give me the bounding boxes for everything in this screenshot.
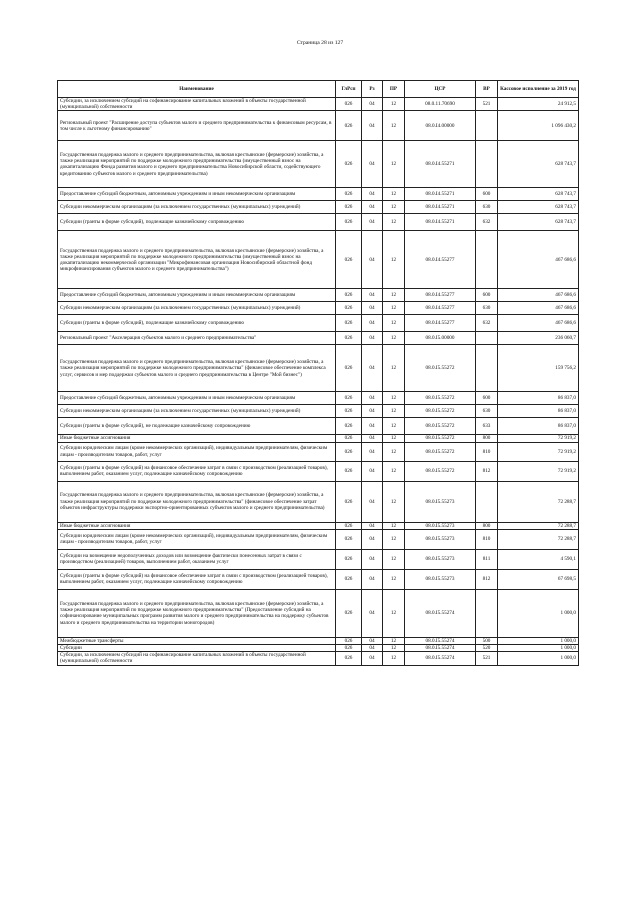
table-row <box>58 214 579 231</box>
cell-amount: 72 288,7 <box>498 529 579 549</box>
cell-name: Региональный проект "Расширение доступа субъектов малого и среднего предпринимательства к финансовым ресурсам, в том числе к льготному финансированию" <box>58 111 336 141</box>
cell-pr: 12 <box>383 569 405 589</box>
cell-vr: 500 <box>476 637 498 644</box>
cell-rz: 04 <box>362 637 383 644</box>
cell-pr: 12 <box>383 435 405 442</box>
cell-name: Предоставление субсидий бюджетным, автономным учреждениям и иным некоммерческим организациям <box>58 188 336 201</box>
cell-vr <box>476 481 498 522</box>
cell-csr: 08.0.I5.55272 <box>405 418 476 435</box>
cell-grp: 026 <box>336 231 362 289</box>
cell-amount: 628 743,7 <box>498 141 579 188</box>
cell-grp: 026 <box>336 589 362 637</box>
table-row <box>58 461 579 481</box>
cell-pr: 12 <box>383 529 405 549</box>
table-row <box>58 637 579 644</box>
cell-rz: 04 <box>362 315 383 332</box>
cell-pr: 12 <box>383 111 405 141</box>
cell-name: Субсидии на возмещение недополученных доходов или возмещение фактически понесенных затрат в связи с производством (реализацией) товаров, выполнением работ, оказанием услуг <box>58 549 336 569</box>
cell-rz: 04 <box>362 522 383 529</box>
cell-grp: 026 <box>336 435 362 442</box>
cell-amount: 72 919,2 <box>498 461 579 481</box>
cell-csr: 08.0.I4.00000 <box>405 111 476 141</box>
cell-csr: 08.0.I5.55274 <box>405 645 476 652</box>
table-row <box>58 98 579 111</box>
cell-amount: 236 060,7 <box>498 332 579 345</box>
cell-grp: 026 <box>336 645 362 652</box>
cell-vr: 812 <box>476 569 498 589</box>
cell-vr: 600 <box>476 392 498 405</box>
cell-name: Субсидии, за исключением субсидий на софинансирование капитальных вложений в объекты государственной (муниципальной) собственности <box>58 652 336 665</box>
cell-amount: 4 590,1 <box>498 549 579 569</box>
cell-name: Субсидии некоммерческим организациям (за исключением государственных (муниципальных) учреждений) <box>58 405 336 418</box>
table-row <box>58 315 579 332</box>
cell-vr: 811 <box>476 549 498 569</box>
cell-rz: 04 <box>362 461 383 481</box>
cell-vr <box>476 231 498 289</box>
cell-vr <box>476 141 498 188</box>
cell-grp: 026 <box>336 141 362 188</box>
cell-grp: 026 <box>336 461 362 481</box>
header-name: Наименование <box>58 81 336 98</box>
cell-grp: 026 <box>336 315 362 332</box>
cell-grp: 026 <box>336 481 362 522</box>
cell-vr: 810 <box>476 442 498 461</box>
table-row <box>58 111 579 141</box>
cell-pr: 12 <box>383 589 405 637</box>
cell-rz: 04 <box>362 435 383 442</box>
table-row <box>58 645 579 652</box>
table-row <box>58 435 579 442</box>
cell-pr: 12 <box>383 214 405 231</box>
cell-rz: 04 <box>362 98 383 111</box>
cell-csr: 08.0.I4.55271 <box>405 201 476 214</box>
cell-csr: 08.0.I4.55271 <box>405 188 476 201</box>
cell-amount: 628 743,7 <box>498 188 579 201</box>
cell-vr: 812 <box>476 461 498 481</box>
cell-vr: 630 <box>476 405 498 418</box>
cell-vr <box>476 589 498 637</box>
cell-pr: 12 <box>383 637 405 644</box>
table-row <box>58 332 579 345</box>
cell-pr: 12 <box>383 98 405 111</box>
cell-grp: 026 <box>336 188 362 201</box>
budget-execution-table <box>57 80 579 666</box>
table-row <box>58 652 579 665</box>
cell-name: Государственная поддержка малого и среднего предпринимательства, включая крестьянские (фермерские) хозяйства, а также реализация мероприятий по поддержке молодежного предпринимательства" (Предоставление субсидий на софинансирование муниципальных программ развития малого и среднего предпринимательства на поддержку субъектов малого и среднего предпринимательства на территории моногородов) <box>58 589 336 637</box>
cell-vr <box>476 111 498 141</box>
cell-vr: 630 <box>476 201 498 214</box>
cell-grp: 026 <box>336 332 362 345</box>
cell-grp: 026 <box>336 302 362 315</box>
cell-vr: 600 <box>476 188 498 201</box>
cell-rz: 04 <box>362 332 383 345</box>
cell-name: Субсидии юридическим лицам (кроме некоммерческих организаций), индивидуальным предпринимателям, физическим лицам - производителям товаров, работ, услуг <box>58 529 336 549</box>
cell-name: Субсидии (гранты в форме субсидий) на финансовое обеспечение затрат в связи с производством (реализацией товаров), выполнением работ, оказанием услуг, подлежащие казначейскому сопровождению <box>58 569 336 589</box>
cell-vr: 630 <box>476 302 498 315</box>
table-row <box>58 188 579 201</box>
cell-name: Региональный проект "Акселерация субъектов малого и среднего предпринимательства" <box>58 332 336 345</box>
cell-rz: 04 <box>362 188 383 201</box>
header-grp: ГлРсп <box>336 81 362 98</box>
header-csr: ЦСР <box>405 81 476 98</box>
cell-csr: 08.0.11.70690 <box>405 98 476 111</box>
cell-amount: 467 686,6 <box>498 315 579 332</box>
cell-name: Предоставление субсидий бюджетным, автономным учреждениям и иным некоммерческим организациям <box>58 392 336 405</box>
cell-grp: 026 <box>336 637 362 644</box>
cell-grp: 026 <box>336 549 362 569</box>
cell-grp: 026 <box>336 345 362 392</box>
cell-amount: 86 837,0 <box>498 405 579 418</box>
cell-amount: 467 686,6 <box>498 289 579 302</box>
cell-name: Государственная поддержка малого и среднего предпринимательства, включая крестьянские (фермерские) хозяйства, а также реализация мероприятий по поддержке молодежного предпринимательства" (финансовое обеспечение затрат объектов инфраструктуры поддержки экспортно-ориентированных субъектов малого и среднего предпринимательства) <box>58 481 336 522</box>
cell-csr: 08.0.I5.55273 <box>405 529 476 549</box>
cell-vr: 800 <box>476 435 498 442</box>
cell-grp: 026 <box>336 522 362 529</box>
header-amount: Кассовое исполнение за 2019 год <box>498 81 579 98</box>
cell-grp: 026 <box>336 111 362 141</box>
cell-pr: 12 <box>383 302 405 315</box>
table-row <box>58 289 579 302</box>
cell-name: Межбюджетные трансферты <box>58 637 336 644</box>
cell-rz: 04 <box>362 392 383 405</box>
table-body <box>58 98 579 666</box>
cell-amount: 628 743,7 <box>498 214 579 231</box>
table-row <box>58 345 579 392</box>
cell-csr: 08.0.I5.55274 <box>405 637 476 644</box>
cell-amount: 67 698,5 <box>498 569 579 589</box>
cell-grp: 026 <box>336 529 362 549</box>
cell-vr: 632 <box>476 214 498 231</box>
cell-csr: 08.0.I4.55277 <box>405 302 476 315</box>
table-row <box>58 522 579 529</box>
cell-rz: 04 <box>362 645 383 652</box>
cell-rz: 04 <box>362 529 383 549</box>
table-row <box>58 442 579 461</box>
cell-grp: 026 <box>336 652 362 665</box>
cell-vr: 520 <box>476 645 498 652</box>
table-header-row <box>58 81 579 98</box>
cell-pr: 12 <box>383 418 405 435</box>
cell-pr: 12 <box>383 405 405 418</box>
cell-name: Субсидии юридическим лицам (кроме некоммерческих организаций), индивидуальным предпринимателям, физическим лицам - производителям товаров, работ, услуг <box>58 442 336 461</box>
cell-rz: 04 <box>362 418 383 435</box>
cell-pr: 12 <box>383 315 405 332</box>
cell-name: Предоставление субсидий бюджетным, автономным учреждениям и иным некоммерческим организациям <box>58 289 336 302</box>
cell-amount: 72 919,2 <box>498 435 579 442</box>
cell-rz: 04 <box>362 302 383 315</box>
table-row <box>58 302 579 315</box>
cell-rz: 04 <box>362 652 383 665</box>
cell-grp: 026 <box>336 392 362 405</box>
cell-grp: 026 <box>336 405 362 418</box>
cell-amount: 1 000,0 <box>498 637 579 644</box>
cell-csr: 08.0.I5.55272 <box>405 461 476 481</box>
cell-amount: 24 912,5 <box>498 98 579 111</box>
cell-csr: 08.0.I4.55271 <box>405 141 476 188</box>
cell-csr: 08.0.I5.00000 <box>405 332 476 345</box>
table-row <box>58 231 579 289</box>
cell-rz: 04 <box>362 214 383 231</box>
cell-csr: 08.0.I4.55277 <box>405 231 476 289</box>
cell-name: Государственная поддержка малого и среднего предпринимательства, включая крестьянские (фермерские) хозяйства, а также реализация мероприятий по поддержке молодежного предпринимательства (имущественный взнос на докапитализацию некоммерческой организации "Микрофинансовая организация Новосибирский областной фонд микрофинансирования субъектов малого и среднего предпринимательства") <box>58 231 336 289</box>
cell-rz: 04 <box>362 289 383 302</box>
cell-pr: 12 <box>383 141 405 188</box>
table-row <box>58 529 579 549</box>
cell-name: Субсидии (гранты в форме субсидий), подлежащие казначейскому сопровождению <box>58 315 336 332</box>
cell-grp: 026 <box>336 214 362 231</box>
cell-pr: 12 <box>383 188 405 201</box>
table-row <box>58 405 579 418</box>
cell-csr: 08.0.I5.55274 <box>405 652 476 665</box>
cell-amount: 1 000,0 <box>498 589 579 637</box>
cell-csr: 08.0.I4.55271 <box>405 214 476 231</box>
cell-amount: 72 288,7 <box>498 481 579 522</box>
cell-grp: 026 <box>336 289 362 302</box>
cell-pr: 12 <box>383 392 405 405</box>
cell-csr: 08.0.I5.55274 <box>405 589 476 637</box>
header-rz: Рз <box>362 81 383 98</box>
cell-amount: 72 288,7 <box>498 522 579 529</box>
cell-name: Субсидии (гранты в форме субсидий) на финансовое обеспечение затрат в связи с производством (реализацией товаров), выполнением работ, оказанием услуг, подлежащие казначейскому сопровождению <box>58 461 336 481</box>
cell-rz: 04 <box>362 442 383 461</box>
cell-name: Субсидии некоммерческим организациям (за исключением государственных (муниципальных) учреждений) <box>58 302 336 315</box>
table-row <box>58 589 579 637</box>
cell-name: Иные бюджетные ассигнования <box>58 522 336 529</box>
table-row <box>58 141 579 188</box>
cell-pr: 12 <box>383 549 405 569</box>
cell-pr: 12 <box>383 461 405 481</box>
cell-csr: 08.0.I4.55277 <box>405 289 476 302</box>
cell-amount: 1 000,0 <box>498 652 579 665</box>
cell-pr: 12 <box>383 201 405 214</box>
cell-csr: 08.0.I5.55273 <box>405 481 476 522</box>
cell-rz: 04 <box>362 111 383 141</box>
cell-pr: 12 <box>383 645 405 652</box>
cell-pr: 12 <box>383 289 405 302</box>
cell-rz: 04 <box>362 405 383 418</box>
table-row <box>58 569 579 589</box>
table-row <box>58 392 579 405</box>
cell-csr: 08.0.I5.55272 <box>405 442 476 461</box>
cell-rz: 04 <box>362 141 383 188</box>
cell-vr: 800 <box>476 522 498 529</box>
cell-amount: 159 756,2 <box>498 345 579 392</box>
cell-name: Иные бюджетные ассигнования <box>58 435 336 442</box>
cell-vr: 521 <box>476 652 498 665</box>
cell-rz: 04 <box>362 569 383 589</box>
cell-amount: 86 837,0 <box>498 418 579 435</box>
cell-pr: 12 <box>383 481 405 522</box>
cell-name: Субсидии, за исключением субсидий на софинансирование капитальных вложений в объекты государственной (муниципальной) собственности <box>58 98 336 111</box>
cell-pr: 12 <box>383 522 405 529</box>
cell-amount: 1 000,0 <box>498 645 579 652</box>
cell-amount: 467 686,6 <box>498 302 579 315</box>
cell-name: Государственная поддержка малого и среднего предпринимательства, включая крестьянские (фермерские) хозяйства, а также реализация мероприятий по поддержке молодежного предпринимательства" (финансовое обеспечение комплекса услуг, сервисов и мер поддержки субъектов малого и среднего предпринимательства в Центре "Мой бизнес") <box>58 345 336 392</box>
cell-grp: 026 <box>336 442 362 461</box>
cell-csr: 08.0.I5.55273 <box>405 549 476 569</box>
cell-rz: 04 <box>362 481 383 522</box>
cell-csr: 08.0.I5.55272 <box>405 405 476 418</box>
cell-pr: 12 <box>383 231 405 289</box>
cell-amount: 1 096 430,2 <box>498 111 579 141</box>
cell-pr: 12 <box>383 652 405 665</box>
cell-pr: 12 <box>383 442 405 461</box>
cell-pr: 12 <box>383 332 405 345</box>
cell-vr: 810 <box>476 529 498 549</box>
cell-vr <box>476 332 498 345</box>
cell-rz: 04 <box>362 549 383 569</box>
cell-vr: 632 <box>476 315 498 332</box>
cell-name: Субсидии некоммерческим организациям (за исключением государственных (муниципальных) учреждений) <box>58 201 336 214</box>
cell-name: Субсидии (гранты в форме субсидий), не подлежащие казначейскому сопровождению <box>58 418 336 435</box>
cell-rz: 04 <box>362 231 383 289</box>
table-row <box>58 201 579 214</box>
cell-name: Государственная поддержка малого и среднего предпринимательства, включая крестьянские (фермерские) хозяйства, а также реализация мероприятий по поддержке молодежного предпринимательства (имущественный взнос на докапитализацию Фонда развития малого и среднего предпринимательства Новосибирской области, содействующего кредитованию субъектов малого и среднего предпринимательства) <box>58 141 336 188</box>
table-row <box>58 549 579 569</box>
cell-amount: 86 837,0 <box>498 392 579 405</box>
cell-name: Субсидии <box>58 645 336 652</box>
cell-amount: 467 686,6 <box>498 231 579 289</box>
cell-vr: 600 <box>476 289 498 302</box>
cell-rz: 04 <box>362 345 383 392</box>
cell-grp: 026 <box>336 98 362 111</box>
page-number-label: Страница 28 из 127 <box>296 40 344 46</box>
cell-vr: 633 <box>476 418 498 435</box>
table-row <box>58 481 579 522</box>
cell-grp: 026 <box>336 418 362 435</box>
header-vr: ВР <box>476 81 498 98</box>
cell-csr: 08.0.I5.55272 <box>405 435 476 442</box>
cell-csr: 08.0.I4.55277 <box>405 315 476 332</box>
cell-csr: 08.0.I5.55273 <box>405 569 476 589</box>
table-row <box>58 418 579 435</box>
cell-rz: 04 <box>362 201 383 214</box>
cell-grp: 026 <box>336 569 362 589</box>
cell-grp: 026 <box>336 201 362 214</box>
cell-name: Субсидии (гранты в форме субсидий), подлежащие казначейскому сопровождению <box>58 214 336 231</box>
cell-amount: 72 919,2 <box>498 442 579 461</box>
cell-pr: 12 <box>383 345 405 392</box>
cell-amount: 628 743,7 <box>498 201 579 214</box>
cell-rz: 04 <box>362 589 383 637</box>
header-pr: ПР <box>383 81 405 98</box>
cell-csr: 08.0.I5.55272 <box>405 345 476 392</box>
cell-vr: 521 <box>476 98 498 111</box>
cell-csr: 08.0.I5.55273 <box>405 522 476 529</box>
cell-vr <box>476 345 498 392</box>
cell-csr: 08.0.I5.55272 <box>405 392 476 405</box>
